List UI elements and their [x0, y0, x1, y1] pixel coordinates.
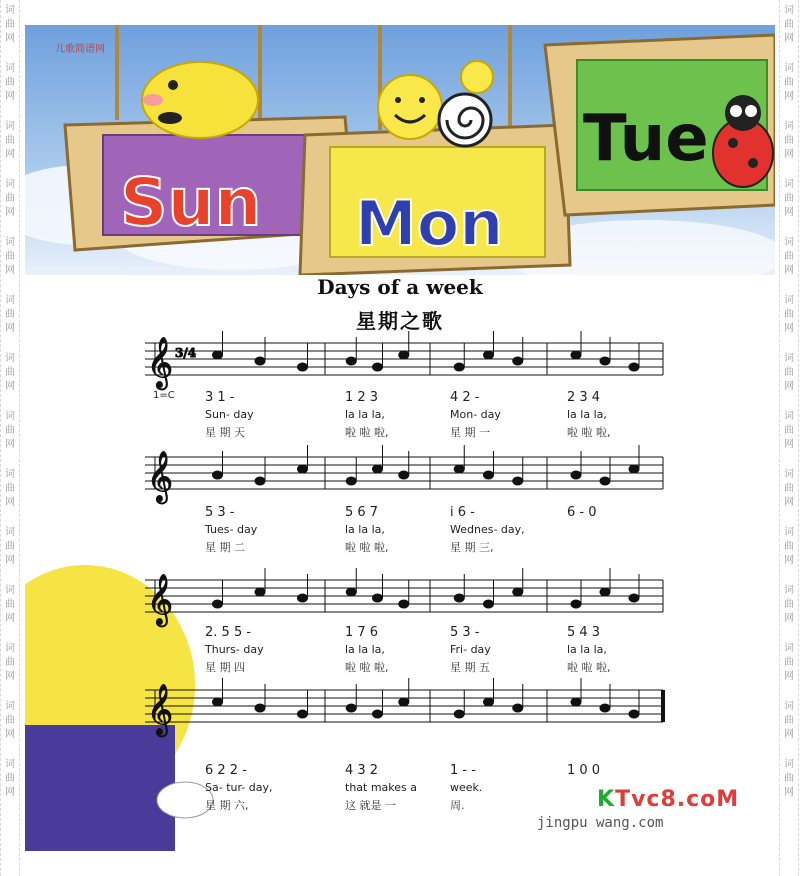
note-head — [298, 465, 308, 473]
watermark-mark: 词曲网 — [5, 469, 15, 508]
watermark-mark: 词曲网 — [784, 237, 794, 276]
watermark-mark: 词曲网 — [784, 759, 794, 798]
lyric-chinese: 啦 啦 啦, — [567, 426, 611, 439]
note-head — [399, 698, 409, 706]
lyric-chinese: 星 期 天 — [205, 426, 245, 439]
lyric-chinese: 星 期 一 — [450, 426, 490, 439]
note-head — [454, 594, 464, 602]
lyric-english: la la la, — [345, 523, 385, 536]
lyric-chinese: 星 期 三, — [450, 541, 494, 554]
watermark-mark: 词曲网 — [784, 295, 794, 334]
jianpu-measure: 1 - - — [450, 763, 476, 778]
watermark-mark: 词曲网 — [5, 759, 15, 798]
note-head — [373, 363, 383, 371]
treble-clef-icon: 𝄞 — [147, 684, 174, 735]
jianpu-measure: 2. 5 5 - — [205, 625, 252, 640]
jianpu-measure: 1 0 0 — [567, 763, 601, 778]
note-head — [373, 710, 383, 718]
brand-k: K — [597, 787, 616, 812]
note-head — [373, 465, 383, 473]
jianpu-measure: 5 4 3 — [567, 625, 601, 640]
lyric-english: week. — [450, 781, 483, 794]
note-head — [484, 698, 494, 706]
jianpu-measure: 4 2 - — [450, 390, 480, 405]
chick-character — [25, 565, 213, 851]
jianpu-measure: 3 1 - — [205, 390, 235, 405]
treble-clef-icon: 𝄞 — [147, 337, 174, 388]
jianpu-measure: 1 7 6 — [345, 625, 379, 640]
lyric-english: Sun- day — [205, 408, 254, 421]
note-head — [513, 588, 523, 596]
watermark-mark: 词曲网 — [784, 63, 794, 102]
song-subtitle: 星期之歌 — [356, 309, 444, 333]
watermark-mark: 词曲网 — [5, 295, 15, 334]
note-head — [255, 357, 265, 365]
note-head — [399, 351, 409, 359]
lyric-chinese: 星 期 六, — [205, 799, 249, 812]
note-head — [513, 357, 523, 365]
watermark-mark: 词曲网 — [784, 643, 794, 682]
watermark-mark: 词曲网 — [5, 411, 15, 450]
lyric-english: that makes a — [345, 781, 418, 794]
watermark-mark: 词曲网 — [5, 643, 15, 682]
watermark-mark: 词曲网 — [5, 353, 15, 392]
lyric-english: Wednes- day, — [450, 523, 525, 536]
watermark-mark: 词曲网 — [5, 701, 15, 740]
note-head — [454, 710, 464, 718]
lyric-chinese: 啦 啦 啦, — [345, 541, 389, 554]
note-head — [255, 704, 265, 712]
note-head — [346, 477, 356, 485]
note-head — [571, 471, 581, 479]
note-head — [213, 600, 223, 608]
watermark-mark: 词曲网 — [784, 5, 794, 44]
note-head — [571, 600, 581, 608]
note-head — [484, 471, 494, 479]
note-head — [399, 600, 409, 608]
note-head — [600, 357, 610, 365]
note-head — [454, 363, 464, 371]
corner-tag: 儿歌简谱网 — [55, 44, 105, 55]
lyric-chinese: 星 期 二 — [205, 541, 245, 554]
watermark-mark: 词曲网 — [784, 701, 794, 740]
note-head — [571, 698, 581, 706]
lyric-english: Mon- day — [450, 408, 501, 421]
lyric-english: la la la, — [345, 643, 385, 656]
watermark-mark: 词曲网 — [5, 179, 15, 218]
note-head — [600, 477, 610, 485]
jianpu-measure: 6 2 2 - — [205, 763, 247, 778]
watermark-mark: 词曲网 — [784, 527, 794, 566]
watermark-mark: 词曲网 — [5, 527, 15, 566]
note-head — [255, 588, 265, 596]
lyric-english: la la la, — [345, 408, 385, 421]
note-head — [600, 588, 610, 596]
note-head — [629, 710, 639, 718]
lyric-chinese: 这 就是 一 — [345, 799, 396, 812]
note-head — [213, 471, 223, 479]
note-head — [346, 357, 356, 365]
lyric-english: la la la, — [567, 408, 607, 421]
watermark-mark: 词曲网 — [5, 63, 15, 102]
lyric-chinese: 啦 啦 啦, — [345, 661, 389, 674]
lyric-english: Sa- tur- day, — [205, 781, 273, 794]
watermark-mark: 词曲网 — [784, 411, 794, 450]
watermark-mark: 词曲网 — [5, 121, 15, 160]
brand-rest: Tvc8.coM — [615, 787, 740, 812]
note-head — [629, 594, 639, 602]
brand-watermark — [597, 787, 739, 812]
note-head — [454, 465, 464, 473]
sheet-music-page — [25, 25, 775, 851]
lyric-english: Thurs- day — [205, 643, 264, 656]
key-signature: 1=C — [153, 390, 175, 401]
lyric-chinese: 星 期 五 — [450, 661, 490, 674]
jianpu-measure: 5 3 - — [450, 625, 480, 640]
staff-notation — [25, 25, 775, 851]
lyric-english: Fri- day — [450, 643, 491, 656]
treble-clef-icon: 𝄞 — [147, 574, 174, 625]
watermark-mark: 词曲网 — [784, 179, 794, 218]
lyric-chinese: 啦 啦 啦, — [567, 661, 611, 674]
note-head — [213, 698, 223, 706]
jianpu-measure: 1 2 3 — [345, 390, 379, 405]
jianpu-measure: 4 3 2 — [345, 763, 379, 778]
note-head — [298, 710, 308, 718]
lyric-chinese: 周. — [450, 799, 465, 812]
tue-sign-text: Tue — [583, 102, 709, 176]
note-head — [600, 704, 610, 712]
jianpu-measure: 5 6 7 — [345, 505, 379, 520]
site-watermark: jingpu wang.com — [537, 815, 664, 831]
jianpu-measure: 5 3 - — [205, 505, 235, 520]
watermark-mark: 词曲网 — [5, 585, 15, 624]
watermark-mark: 词曲网 — [784, 353, 794, 392]
note-head — [629, 363, 639, 371]
note-head — [346, 588, 356, 596]
time-signature: 3/4 — [175, 346, 197, 360]
note-head — [484, 351, 494, 359]
note-head — [298, 594, 308, 602]
note-head — [255, 477, 265, 485]
note-head — [484, 600, 494, 608]
watermark-mark: 词曲网 — [784, 469, 794, 508]
watermark-mark: 词曲网 — [5, 237, 15, 276]
treble-clef-icon: 𝄞 — [147, 451, 174, 502]
note-head — [629, 465, 639, 473]
note-head — [373, 594, 383, 602]
note-head — [399, 471, 409, 479]
note-head — [513, 477, 523, 485]
lyric-chinese: 星 期 四 — [205, 661, 245, 674]
watermark-mark: 词曲网 — [784, 585, 794, 624]
note-head — [298, 363, 308, 371]
watermark-mark: 词曲网 — [784, 121, 794, 160]
lyric-english: Tues- day — [205, 523, 258, 536]
jianpu-measure: i 6 - — [450, 505, 475, 520]
note-head — [513, 704, 523, 712]
jianpu-measure: 6 - 0 — [567, 505, 597, 520]
left-watermark-strip — [0, 0, 20, 876]
watermark-mark: 词曲网 — [5, 5, 15, 44]
note-head — [346, 704, 356, 712]
song-title: Days of a week — [317, 275, 483, 299]
lyric-english: la la la, — [567, 643, 607, 656]
note-head — [571, 351, 581, 359]
sun-sign-text: Sun — [120, 164, 262, 241]
jianpu-measure: 2 3 4 — [567, 390, 601, 405]
lyric-chinese: 啦 啦 啦, — [345, 426, 389, 439]
mon-sign-text: Mon — [355, 187, 504, 260]
note-head — [213, 351, 223, 359]
right-watermark-strip — [779, 0, 799, 876]
